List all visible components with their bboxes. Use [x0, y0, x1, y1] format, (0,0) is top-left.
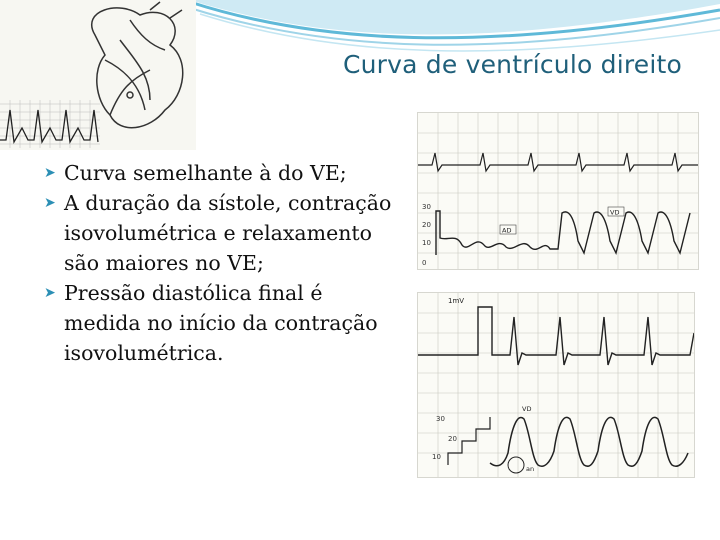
- trace-bottom-tick: 20: [448, 435, 457, 443]
- bullet-arrow-icon: ➤: [44, 285, 56, 301]
- heart-illustration: [0, 0, 196, 150]
- trace-top-tick: 0: [422, 259, 427, 267]
- trace-label-vd: VD: [610, 208, 620, 217]
- trace-label-calibration: 1mV: [448, 297, 465, 305]
- trace-bottom-tick: 10: [432, 453, 441, 461]
- bullet-item: [44, 188, 394, 278]
- trace-bottom-tick: 30: [436, 415, 445, 423]
- trace-top-tick: 20: [422, 221, 431, 229]
- bullet-text: Curva semelhante à do VE;: [64, 161, 347, 185]
- trace-top-tick: 10: [422, 239, 431, 247]
- trace-label-an: an: [526, 465, 535, 473]
- bullet-text: A duração da sístole, contração isovolumétrica e relaxamento são maiores no VE;: [64, 191, 392, 275]
- bullet-item: [44, 278, 394, 368]
- pressure-trace-bottom: [417, 292, 695, 478]
- trace-top-tick: 30: [422, 203, 431, 211]
- bullet-list: [44, 158, 394, 368]
- bullet-arrow-icon: ➤: [44, 165, 56, 181]
- bullet-item: [44, 158, 394, 188]
- bullet-arrow-icon: ➤: [44, 195, 56, 211]
- bullet-text: Pressão diastólica final é medida no início da contração isovolumétrica.: [64, 281, 378, 365]
- slide-title: Curva de ventrículo direito: [342, 50, 682, 79]
- pressure-trace-top: [417, 112, 699, 270]
- trace-label-vd: VD: [522, 405, 532, 413]
- trace-label-ad: AD: [502, 226, 512, 235]
